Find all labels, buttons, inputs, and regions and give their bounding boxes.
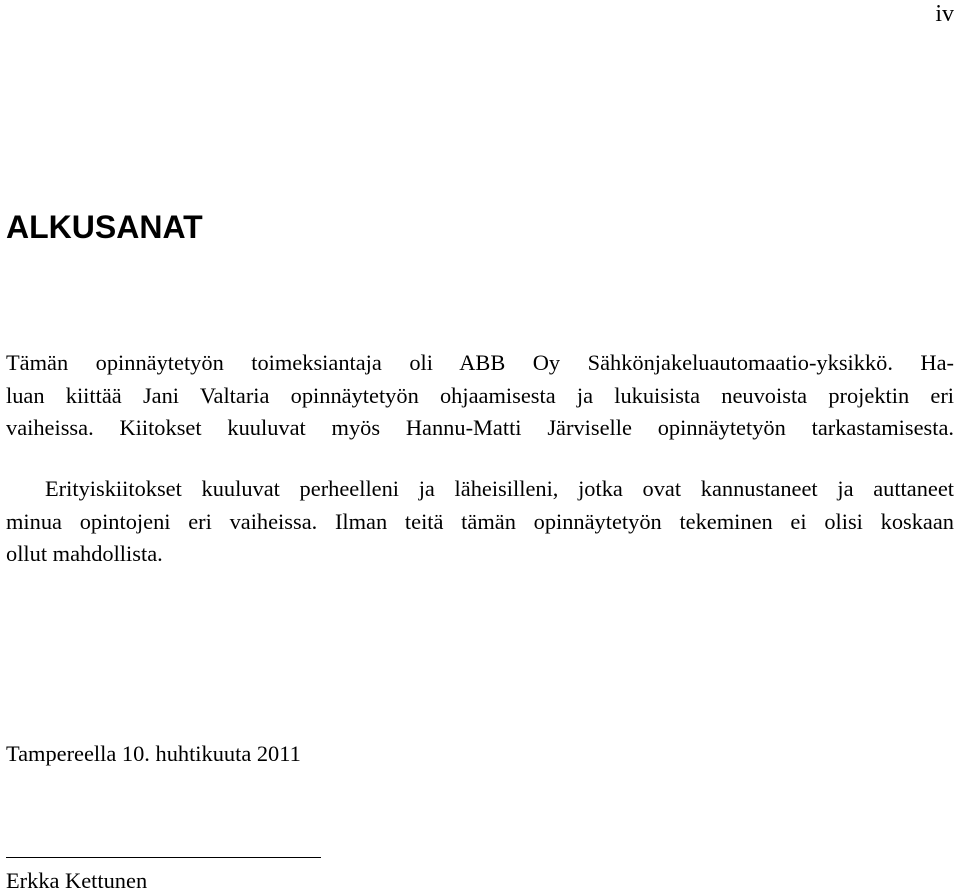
paragraph-line: Tämän opinnäytetyön toimeksiantaja oli ABB Oy Sähkönjakeluautomaatio-yksikkö. Ha-	[6, 350, 954, 375]
paragraph-2	[6, 473, 954, 571]
paragraph-line: luan kiittää Jani Valtaria opinnäytetyön ohjaamisesta ja lukuisista neuvoista projektin eri	[6, 382, 954, 408]
place-and-date: Tampereella 10. huhtikuuta 2011	[6, 741, 301, 766]
paragraph-line: ollut mahdollista.	[6, 541, 163, 567]
signature-line	[6, 857, 321, 858]
signature-name: Erkka Kettunen	[6, 868, 148, 893]
section-heading: ALKUSANAT	[6, 209, 203, 245]
paragraph-1	[6, 347, 954, 445]
paragraph-line: vaiheissa. Kiitokset kuuluvat myös Hannu-Matti Järviselle opinnäytetyön tarkastamisesta.	[6, 415, 954, 441]
page-number: iv	[935, 1, 954, 27]
paragraph-line: Erityiskiitokset kuuluvat perheelleni ja läheisilleni, jotka ovat kannustaneet ja auttaneet	[45, 476, 954, 501]
paragraph-line: minua opintojeni eri vaiheissa. Ilman teitä tämän opinnäytetyön tekeminen ei olisi koskaan	[6, 508, 954, 534]
